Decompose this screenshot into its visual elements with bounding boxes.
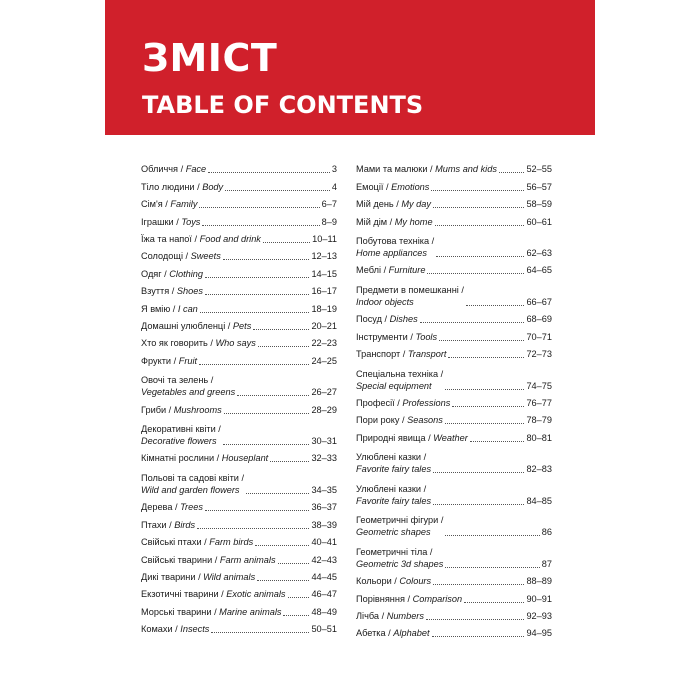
dot-leader bbox=[205, 276, 309, 278]
dot-leader bbox=[439, 339, 524, 341]
toc-entry-title bbox=[356, 483, 431, 507]
toc-entry bbox=[141, 315, 337, 332]
toc-entry-ukrainian: Обличчя / bbox=[141, 164, 186, 175]
toc-entry-english: Professions bbox=[402, 398, 451, 409]
toc-entry bbox=[356, 605, 552, 622]
dot-leader bbox=[253, 328, 309, 330]
title-english: TABLE OF CONTENTS bbox=[142, 91, 424, 119]
dot-leader bbox=[431, 189, 524, 191]
toc-entry-title bbox=[141, 320, 251, 332]
page-number: 14–15 bbox=[311, 268, 337, 279]
page-number: 94–95 bbox=[526, 628, 552, 639]
dot-leader bbox=[452, 405, 524, 407]
toc-entry-english: Furniture bbox=[388, 265, 426, 276]
toc-entry-title bbox=[141, 554, 276, 566]
page-number: 92–93 bbox=[526, 610, 552, 621]
toc-entry bbox=[356, 276, 552, 308]
dot-leader bbox=[223, 443, 310, 445]
page-number: 74–75 bbox=[526, 380, 552, 391]
toc-entry-english: Colours bbox=[399, 576, 432, 587]
toc-entry bbox=[356, 570, 552, 587]
toc-entry bbox=[141, 367, 337, 399]
toc-entry-ukrainian: Фрукти / bbox=[141, 355, 179, 366]
page-number: 8–9 bbox=[321, 216, 337, 227]
toc-entry bbox=[141, 210, 337, 227]
toc-entry-title bbox=[356, 546, 443, 570]
toc-entry bbox=[141, 416, 337, 448]
page-number: 16–17 bbox=[311, 286, 337, 297]
toc-entry-english: Trees bbox=[180, 502, 203, 513]
toc-entry-title bbox=[141, 423, 221, 447]
page-number: 46–47 bbox=[311, 589, 337, 600]
page-number: 68–69 bbox=[526, 314, 552, 325]
toc-entry-title bbox=[141, 623, 209, 635]
toc-entry bbox=[356, 622, 552, 639]
page-number: 3 bbox=[331, 164, 337, 175]
toc-entry-english: Who says bbox=[215, 338, 256, 349]
toc-entry bbox=[356, 392, 552, 409]
dot-leader bbox=[445, 566, 539, 568]
book-page bbox=[105, 0, 595, 700]
toc-entry-english: Insects bbox=[180, 624, 210, 635]
dot-leader bbox=[466, 304, 525, 306]
toc-entry bbox=[356, 259, 552, 276]
dot-leader bbox=[199, 206, 319, 208]
toc-entry-title bbox=[141, 181, 223, 193]
toc-entry-english: Weather bbox=[433, 432, 468, 443]
toc-entry-title bbox=[356, 284, 464, 308]
dot-leader bbox=[258, 345, 310, 347]
page-number: 50–51 bbox=[311, 624, 337, 635]
toc-entry bbox=[356, 193, 552, 210]
toc-entry-ukrainian: Меблі / bbox=[356, 265, 389, 276]
toc-entry bbox=[356, 444, 552, 476]
toc-entry-ukrainian: Екзотичні тварини / bbox=[141, 589, 227, 600]
dot-leader bbox=[448, 356, 524, 358]
dot-leader bbox=[426, 618, 524, 620]
toc-entry-english: Home appliances bbox=[356, 248, 427, 259]
toc-entry-ukrainian: Кімнатні рослини / bbox=[141, 453, 222, 464]
toc-entry-ukrainian: Емоції / bbox=[356, 181, 392, 192]
toc-entry bbox=[356, 587, 552, 604]
toc-entry-title bbox=[141, 268, 203, 280]
toc-entry-english: Special equipment bbox=[356, 380, 432, 391]
toc-entry-english: Mums and kids bbox=[435, 164, 497, 175]
dot-leader bbox=[433, 503, 524, 505]
toc-entry-title bbox=[141, 606, 281, 618]
toc-entry-title bbox=[356, 593, 462, 605]
toc-entry-ukrainian: Взуття / bbox=[141, 286, 177, 297]
page-number: 4 bbox=[331, 181, 337, 192]
toc-entry bbox=[356, 158, 552, 175]
page-number: 34–35 bbox=[311, 484, 337, 495]
toc-entry bbox=[356, 409, 552, 426]
toc-entry-title bbox=[141, 233, 261, 245]
toc-entry-title bbox=[356, 432, 468, 444]
toc-entry-ukrainian: Інструменти / bbox=[356, 331, 416, 342]
toc-entry-title bbox=[356, 627, 430, 639]
toc-entry-english: Farm birds bbox=[209, 537, 254, 548]
toc-entry bbox=[141, 583, 337, 600]
toc-entry-title bbox=[356, 198, 431, 210]
toc-entry bbox=[141, 262, 337, 279]
dot-leader bbox=[427, 272, 524, 274]
toc-entry bbox=[141, 175, 337, 192]
toc-entry-ukrainian: Морські тварини / bbox=[141, 606, 220, 617]
dot-leader bbox=[237, 394, 309, 396]
toc-entry-title bbox=[141, 216, 200, 228]
page-number: 78–79 bbox=[526, 415, 552, 426]
toc-entry-english: Vegetables and greens bbox=[141, 387, 236, 398]
toc-entry-title bbox=[141, 501, 203, 513]
dot-leader bbox=[225, 189, 330, 191]
toc-entry bbox=[356, 475, 552, 507]
dot-leader bbox=[288, 596, 310, 598]
page-number: 40–41 bbox=[311, 537, 337, 548]
toc-entry bbox=[141, 228, 337, 245]
page-number: 24–25 bbox=[311, 355, 337, 366]
page-number: 60–61 bbox=[526, 216, 552, 227]
toc-entry-english: Indoor objects bbox=[356, 296, 414, 307]
toc-entry-ukrainian: Сім'я / bbox=[141, 199, 171, 210]
toc-entry-title bbox=[141, 588, 286, 600]
toc-entry-english: Comparison bbox=[412, 593, 463, 604]
toc-entry-english: Fruit bbox=[178, 355, 198, 366]
page-number: 6–7 bbox=[321, 199, 337, 210]
toc-entry-english: Marine animals bbox=[219, 606, 282, 617]
toc-entry-ukrainian: Гриби / bbox=[141, 404, 174, 415]
toc-entry-ukrainian: Порівняння / bbox=[356, 593, 413, 604]
dot-leader bbox=[205, 509, 310, 511]
dot-leader bbox=[470, 440, 525, 442]
toc-entry-english: Decorative flowers bbox=[141, 436, 217, 447]
toc-entry bbox=[356, 360, 552, 392]
toc-entry-english: Wild and garden flowers bbox=[141, 484, 240, 495]
page-number: 70–71 bbox=[526, 331, 552, 342]
toc-entry bbox=[141, 332, 337, 349]
toc-entry-ukrainian: Природні явища / bbox=[356, 432, 434, 443]
dot-leader bbox=[499, 171, 525, 173]
toc-entry-ukrainian: Мій дім / bbox=[356, 216, 395, 227]
page-number: 52–55 bbox=[526, 164, 552, 175]
page-number: 26–27 bbox=[311, 387, 337, 398]
toc-entry-ukrainian: Кольори / bbox=[356, 576, 400, 587]
toc-entry-english: Alphabet bbox=[393, 628, 430, 639]
dot-leader bbox=[433, 206, 524, 208]
toc-entry bbox=[141, 349, 337, 366]
dot-leader bbox=[205, 293, 309, 295]
dot-leader bbox=[199, 363, 309, 365]
dot-leader bbox=[420, 321, 525, 323]
page-number: 62–63 bbox=[526, 248, 552, 259]
page-number: 80–81 bbox=[526, 432, 552, 443]
toc-entry bbox=[356, 210, 552, 227]
toc-entry bbox=[356, 426, 552, 443]
page-number: 18–19 bbox=[311, 303, 337, 314]
toc-entry-ukrainian: Одяг / bbox=[141, 268, 170, 279]
toc-entry bbox=[141, 566, 337, 583]
toc-entry bbox=[141, 297, 337, 314]
dot-leader bbox=[211, 631, 309, 633]
toc-entry-english: Geometric shapes bbox=[356, 527, 431, 538]
toc-entry-title bbox=[141, 337, 256, 349]
toc-entry-title bbox=[356, 181, 429, 193]
dot-leader bbox=[255, 544, 309, 546]
toc-entry-ukrainian: Польові та садові квіти / bbox=[141, 472, 245, 483]
toc-entry-ukrainian: Лічба / bbox=[356, 610, 387, 621]
toc-entry-english: Family bbox=[170, 199, 198, 210]
toc-entry-title bbox=[356, 163, 497, 175]
toc-entry bbox=[141, 548, 337, 565]
dot-leader bbox=[246, 492, 309, 494]
toc-entry-title bbox=[141, 303, 198, 315]
page-number: 48–49 bbox=[311, 606, 337, 617]
toc-entry-title bbox=[141, 519, 195, 531]
toc-entry-ukrainian: Солодощі / bbox=[141, 251, 191, 262]
toc-entry bbox=[356, 507, 552, 539]
toc-entry-title bbox=[356, 610, 424, 622]
toc-entry-ukrainian: Геометричні тіла / bbox=[356, 546, 433, 557]
toc-entry-title bbox=[356, 331, 437, 343]
toc-entry-english: Dishes bbox=[389, 314, 418, 325]
toc-entry-ukrainian: Побутова техніка / bbox=[356, 236, 435, 247]
toc-entry-english: Favorite fairy tales bbox=[356, 464, 432, 475]
toc-entry-english: Shoes bbox=[176, 286, 203, 297]
toc-entry-title bbox=[141, 198, 197, 210]
toc-entry-english: Sweets bbox=[190, 251, 221, 262]
toc-entry bbox=[356, 308, 552, 325]
page-number: 10–11 bbox=[312, 233, 337, 244]
toc-entry-ukrainian: Улюблені казки / bbox=[356, 452, 427, 463]
toc-entry-title bbox=[356, 216, 433, 228]
page-number: 90–91 bbox=[526, 593, 552, 604]
toc-entry-title bbox=[141, 250, 221, 262]
toc-entry bbox=[141, 513, 337, 530]
page-number: 82–83 bbox=[526, 464, 552, 475]
dot-leader bbox=[436, 255, 524, 257]
toc-entry bbox=[141, 193, 337, 210]
toc-entry-ukrainian: Свійські тварини / bbox=[141, 554, 220, 565]
dot-leader bbox=[433, 471, 524, 473]
dot-leader bbox=[197, 527, 309, 529]
page-number: 44–45 bbox=[311, 571, 337, 582]
toc-entry-english: Numbers bbox=[386, 610, 424, 621]
page-number: 72–73 bbox=[526, 349, 552, 360]
page-number: 30–31 bbox=[311, 436, 337, 447]
page-number: 84–85 bbox=[526, 495, 552, 506]
toc-entry-english: I can bbox=[177, 303, 198, 314]
toc-entry-english: Emotions bbox=[391, 181, 430, 192]
page-number: 87 bbox=[541, 558, 552, 569]
toc-entry-title bbox=[141, 452, 268, 464]
toc-entry-english: Favorite fairy tales bbox=[356, 495, 432, 506]
toc-entry-ukrainian: Тіло людини / bbox=[141, 181, 203, 192]
toc-entry-english: Exotic animals bbox=[226, 589, 286, 600]
toc-entry-english: Food and drink bbox=[199, 233, 261, 244]
toc-right-column bbox=[356, 158, 552, 639]
toc-entry-title bbox=[141, 163, 206, 175]
page-number: 36–37 bbox=[311, 502, 337, 513]
toc-entry-english: Mushrooms bbox=[173, 404, 222, 415]
title-banner bbox=[105, 0, 595, 135]
toc-entry-ukrainian: Спеціальна техніка / bbox=[356, 368, 444, 379]
toc-entry-english: Geometric 3d shapes bbox=[356, 558, 444, 569]
toc-entry-ukrainian: Мій день / bbox=[356, 199, 402, 210]
toc-entry-english: Clothing bbox=[169, 268, 204, 279]
toc-entry-ukrainian: Птахи / bbox=[141, 519, 175, 530]
toc-entry bbox=[141, 496, 337, 513]
toc-entry bbox=[141, 280, 337, 297]
toc-entry-english: Seasons bbox=[407, 415, 443, 426]
page-number: 42–43 bbox=[311, 554, 337, 565]
page-number: 76–77 bbox=[526, 398, 552, 409]
page-number: 86 bbox=[541, 527, 552, 538]
toc-entry bbox=[356, 325, 552, 342]
toc-entry bbox=[141, 600, 337, 617]
toc-entry-title bbox=[141, 404, 222, 416]
toc-entry-ukrainian: Свійські птахи / bbox=[141, 537, 210, 548]
toc-entry-ukrainian: Абетка / bbox=[356, 628, 394, 639]
page-number: 88–89 bbox=[526, 576, 552, 587]
dot-leader bbox=[208, 171, 330, 173]
dot-leader bbox=[270, 460, 309, 462]
page-number: 38–39 bbox=[311, 519, 337, 530]
page-number: 66–67 bbox=[526, 296, 552, 307]
toc-entry bbox=[356, 175, 552, 192]
toc-entry-ukrainian: Предмети в помешканні / bbox=[356, 284, 464, 295]
toc-entry-english: Farm animals bbox=[219, 554, 276, 565]
toc-entry-title bbox=[141, 536, 253, 548]
toc-entry bbox=[356, 228, 552, 260]
toc-entry-ukrainian: Улюблені казки / bbox=[356, 483, 427, 494]
toc-entry-english: Tools bbox=[415, 331, 438, 342]
toc-entry-ukrainian: Хто як говорить / bbox=[141, 338, 216, 349]
dot-leader bbox=[263, 241, 310, 243]
toc-entry bbox=[141, 531, 337, 548]
toc-entry-title bbox=[356, 348, 446, 360]
toc-entry-ukrainian: Посуд / bbox=[356, 314, 390, 325]
toc-entry-ukrainian: Геометричні фігури / bbox=[356, 515, 444, 526]
dot-leader bbox=[432, 635, 525, 637]
dot-leader bbox=[445, 422, 525, 424]
toc-entry-title bbox=[356, 451, 431, 475]
toc-entry-title bbox=[356, 575, 431, 587]
dot-leader bbox=[445, 534, 539, 536]
toc-entry-english: My day bbox=[401, 199, 431, 210]
toc-entry-title bbox=[356, 368, 443, 392]
page-number: 58–59 bbox=[526, 199, 552, 210]
dot-leader bbox=[433, 583, 524, 585]
toc-entry bbox=[141, 245, 337, 262]
toc-entry-ukrainian: Транспорт / bbox=[356, 349, 408, 360]
toc-entry-title bbox=[356, 514, 443, 538]
page-number: 32–33 bbox=[311, 453, 337, 464]
page-number: 28–29 bbox=[311, 404, 337, 415]
toc-entry-title bbox=[356, 397, 450, 409]
dot-leader bbox=[224, 412, 310, 414]
toc-entry-title bbox=[141, 285, 203, 297]
dot-leader bbox=[283, 614, 309, 616]
toc-entry-title bbox=[356, 235, 434, 259]
toc-entry bbox=[356, 343, 552, 360]
dot-leader bbox=[435, 224, 525, 226]
dot-leader bbox=[257, 579, 309, 581]
toc-entry-title bbox=[141, 355, 197, 367]
toc-entry-ukrainian: Декоративні квіти / bbox=[141, 424, 221, 435]
toc-entry bbox=[141, 618, 337, 635]
page-number: 20–21 bbox=[311, 320, 337, 331]
toc-entry-ukrainian: Іграшки / bbox=[141, 216, 182, 227]
toc-entry-title bbox=[356, 414, 443, 426]
toc-entry bbox=[141, 447, 337, 464]
toc-entry-english: Transport bbox=[407, 349, 447, 360]
title-ukrainian: ЗМІСТ bbox=[142, 36, 278, 80]
toc-entry-title bbox=[356, 264, 425, 276]
toc-entry-ukrainian: Комахи / bbox=[141, 624, 181, 635]
toc-entry-ukrainian: Їжа та напої / bbox=[141, 233, 200, 244]
page-number: 64–65 bbox=[526, 265, 552, 276]
dot-leader bbox=[445, 388, 524, 390]
toc-entry-ukrainian: Я вмію / bbox=[141, 303, 178, 314]
page-number: 12–13 bbox=[311, 251, 337, 262]
toc-entry-ukrainian: Дерева / bbox=[141, 502, 181, 513]
toc-entry bbox=[141, 464, 337, 496]
toc-entry-title bbox=[356, 313, 418, 325]
toc-entry-ukrainian: Овочі та зелень / bbox=[141, 375, 214, 386]
dot-leader bbox=[223, 258, 310, 260]
toc-entry-english: Houseplant bbox=[221, 453, 269, 464]
toc-entry bbox=[356, 538, 552, 570]
toc-entry-ukrainian: Пори року / bbox=[356, 415, 408, 426]
dot-leader bbox=[202, 224, 319, 226]
toc-entry-english: Birds bbox=[174, 519, 196, 530]
toc-entry-english: Wild animals bbox=[203, 571, 256, 582]
toc-entry-ukrainian: Мами та малюки / bbox=[356, 164, 436, 175]
page-number: 22–23 bbox=[311, 338, 337, 349]
dot-leader bbox=[200, 311, 310, 313]
page-number: 56–57 bbox=[526, 181, 552, 192]
toc-entry-english: Pets bbox=[232, 320, 252, 331]
toc-entry-english: Toys bbox=[181, 216, 201, 227]
toc-entry-title bbox=[141, 374, 235, 398]
toc-entry bbox=[141, 398, 337, 415]
toc-entry-ukrainian: Професії / bbox=[356, 398, 403, 409]
toc-entry-ukrainian: Домашні улюбленці / bbox=[141, 320, 233, 331]
toc-entry-english: Face bbox=[185, 164, 207, 175]
toc-entry-english: Body bbox=[202, 181, 224, 192]
dot-leader bbox=[278, 562, 310, 564]
toc-entry-ukrainian: Дикі тварини / bbox=[141, 571, 204, 582]
toc-entry bbox=[141, 158, 337, 175]
toc-entry-english: My home bbox=[394, 216, 433, 227]
dot-leader bbox=[464, 601, 524, 603]
toc-entry-title bbox=[141, 472, 244, 496]
toc-left-column bbox=[141, 158, 337, 635]
toc-entry-title bbox=[141, 571, 255, 583]
